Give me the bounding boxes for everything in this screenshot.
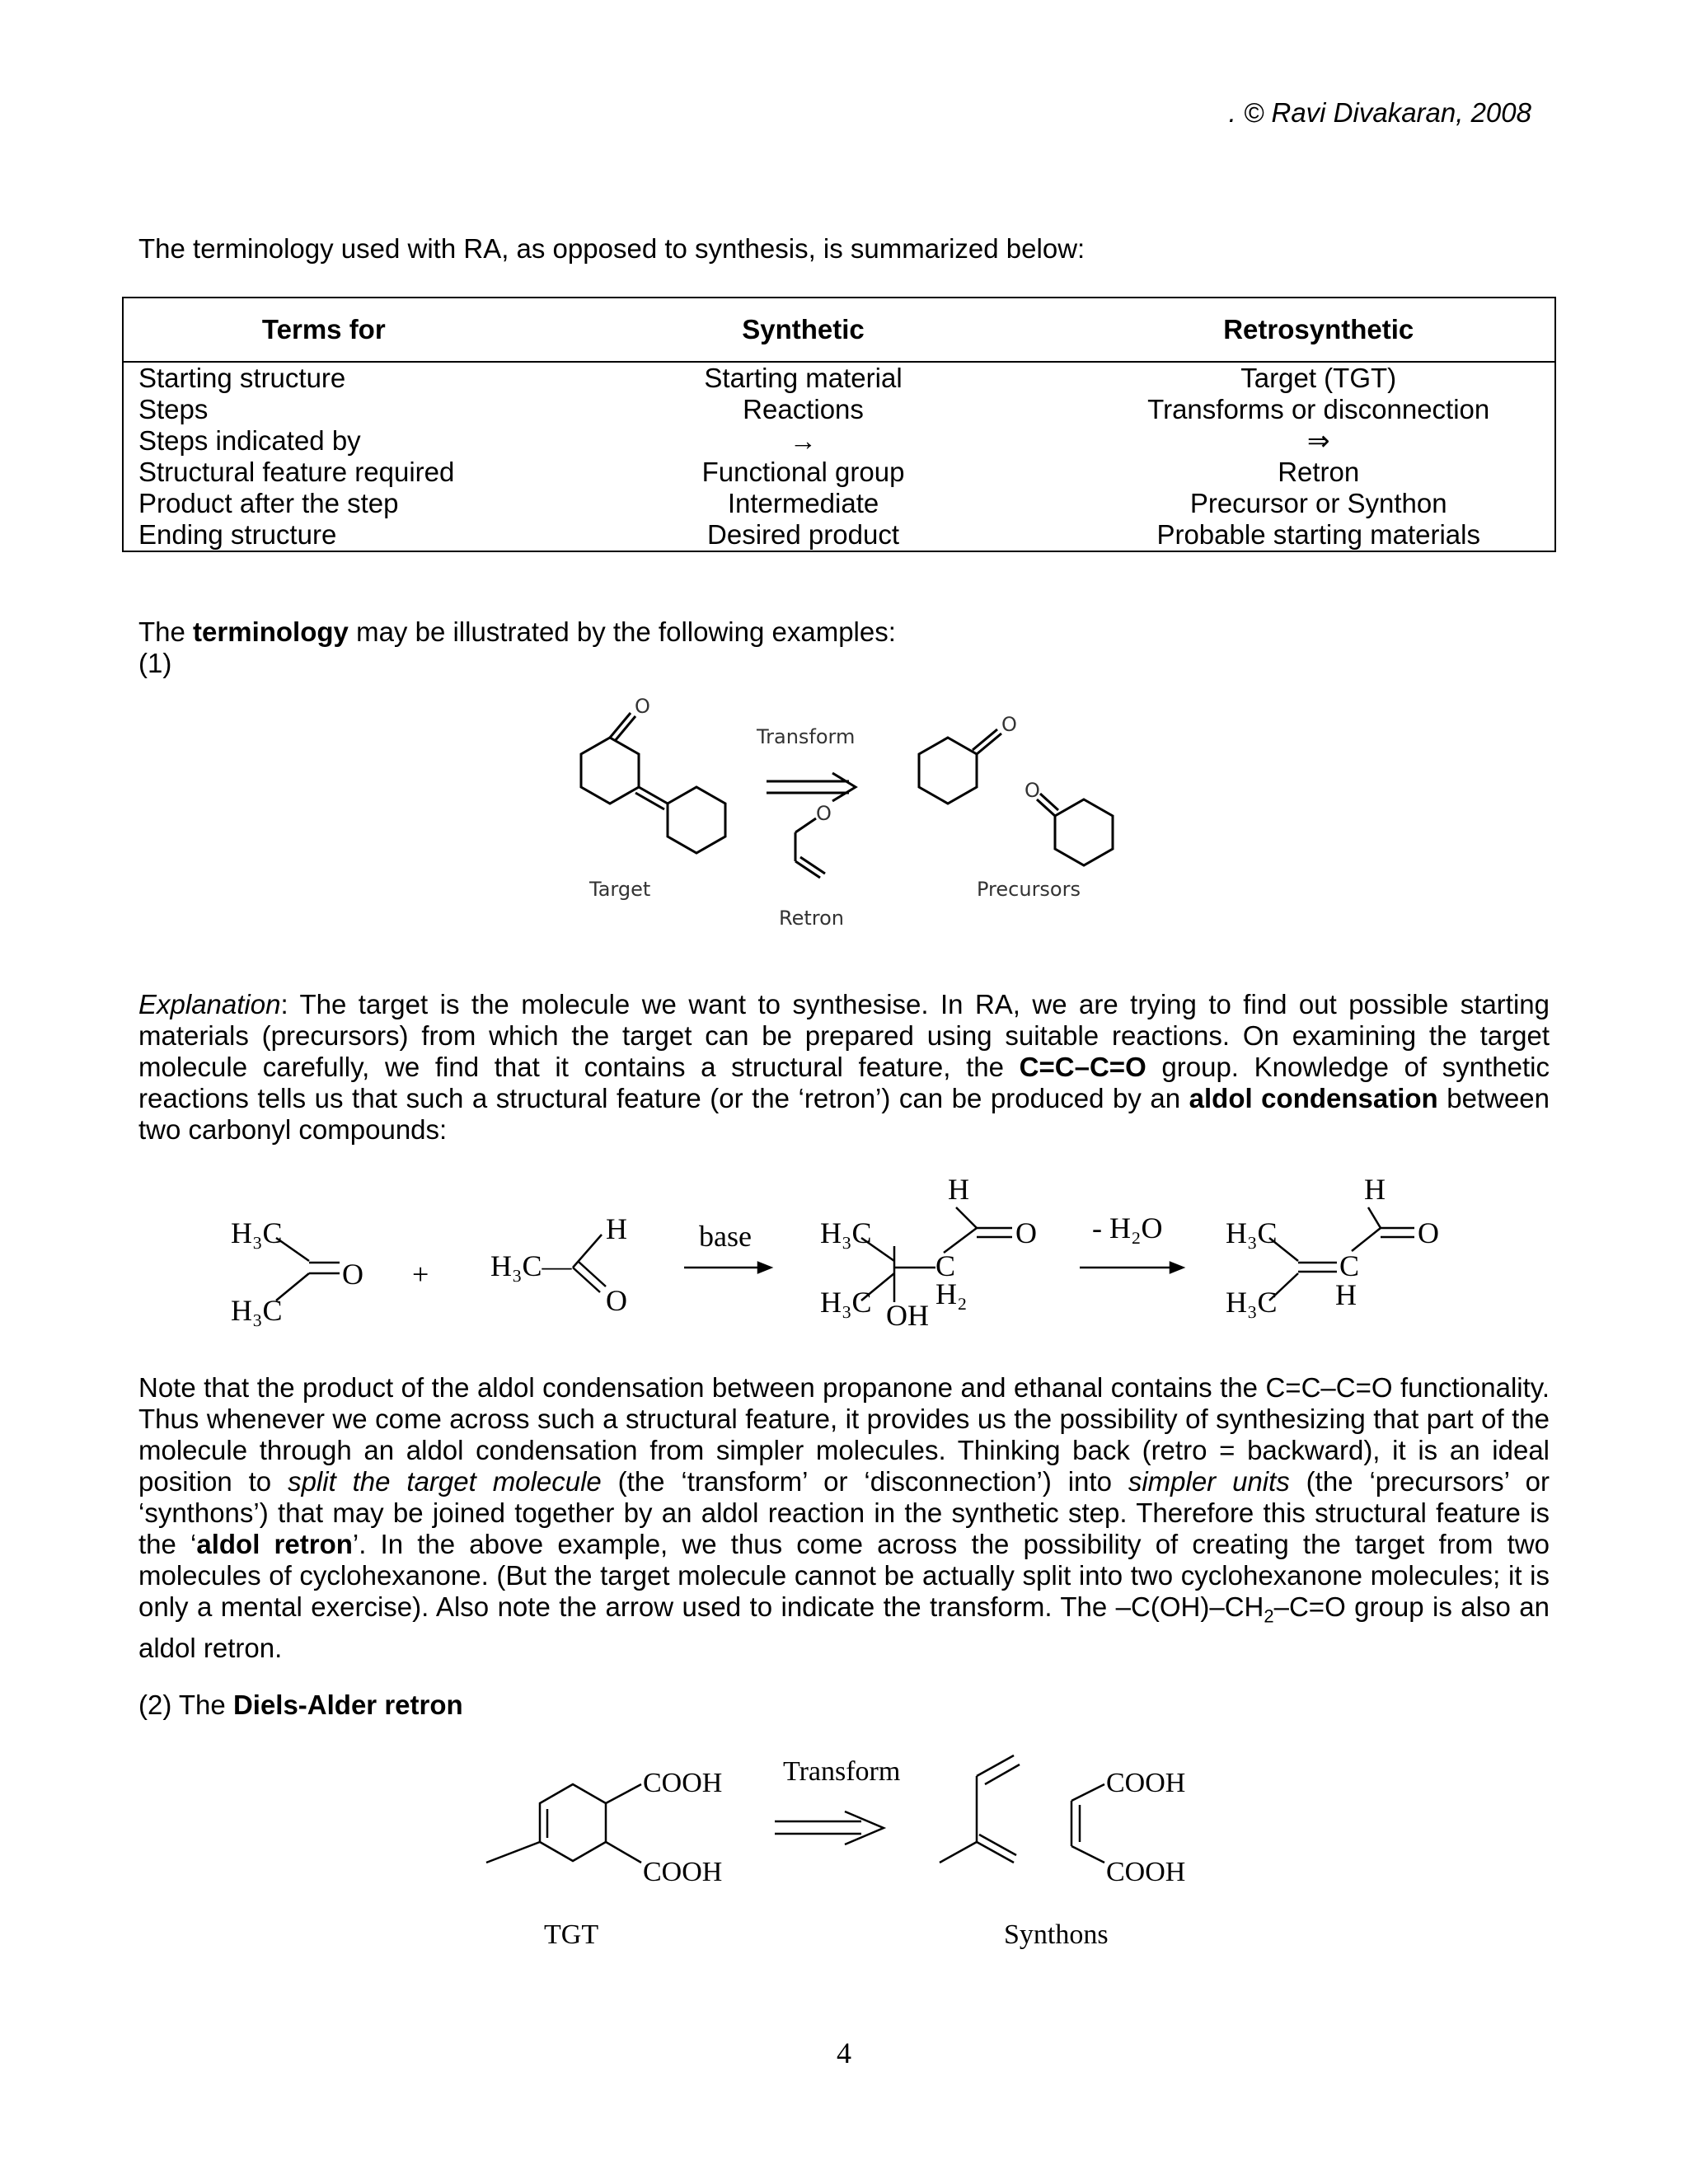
svg-text:H₂: H₂ xyxy=(935,1277,968,1310)
svg-text:H: H xyxy=(1364,1173,1386,1206)
example-2-heading: (2) The Diels-Alder retron xyxy=(138,1690,463,1720)
oxygen-label: O xyxy=(1001,713,1017,736)
svg-text:OH: OH xyxy=(886,1299,929,1332)
svg-text:COOH: COOH xyxy=(1106,1768,1186,1798)
svg-text:COOH: COOH xyxy=(643,1768,723,1798)
retron-label: Retron xyxy=(779,907,845,930)
table-row xyxy=(123,457,1555,488)
table-row xyxy=(123,362,1555,394)
target-ring-b xyxy=(668,787,725,853)
oxygen-label: O xyxy=(1025,779,1040,802)
figure-diels-alder xyxy=(0,1739,1688,1961)
table-header: Retrosynthetic xyxy=(1082,298,1555,362)
table-cell: Desired product xyxy=(707,519,899,550)
table-cell: Target (TGT) xyxy=(1240,363,1397,393)
precursor-2-ring xyxy=(1055,799,1113,865)
precursors-label: Precursors xyxy=(977,878,1081,901)
target-label: Target xyxy=(589,878,651,901)
dienophile-synthon xyxy=(1071,1784,1104,1801)
table-cell: Product after the step xyxy=(138,488,399,518)
transform-label-2: Transform xyxy=(783,1756,901,1787)
explanation-lead: Explanation xyxy=(138,989,281,1019)
table-cell: Retron xyxy=(1278,457,1360,487)
example-1-label: (1) xyxy=(138,648,172,678)
svg-text:H₃C—: H₃C— xyxy=(490,1249,572,1282)
table-header: Synthetic xyxy=(524,298,1083,362)
page-number: 4 xyxy=(837,2036,851,2069)
svg-text:H: H xyxy=(1335,1278,1357,1311)
base-label: base xyxy=(699,1220,752,1253)
transform-label: Transform xyxy=(757,725,856,748)
precursor-1-ring xyxy=(919,738,977,804)
tgt-ring xyxy=(540,1784,606,1861)
table-cell: Transforms or disconnection xyxy=(1147,394,1490,424)
table-cell: Steps xyxy=(138,394,209,424)
table-cell: Precursor or Synthon xyxy=(1189,488,1447,518)
table-row xyxy=(123,425,1555,457)
synthons-label: Synthons xyxy=(1004,1919,1109,1950)
intro-paragraph: The terminology used with RA, as opposed to synthesis, is summarized below: xyxy=(138,233,1085,264)
target-alkene-bond xyxy=(639,787,668,804)
table-cell: Intermediate xyxy=(727,488,879,518)
svg-text:C: C xyxy=(1339,1249,1360,1282)
svg-text:O: O xyxy=(606,1284,627,1317)
svg-text:O: O xyxy=(1418,1216,1439,1249)
table-cell: ⇒ xyxy=(1306,425,1330,456)
diene-synthon xyxy=(940,1842,977,1863)
table-row xyxy=(123,394,1555,425)
oxygen-label: O xyxy=(635,695,650,718)
svg-text:H: H xyxy=(606,1212,627,1245)
svg-text:H₃C: H₃C xyxy=(1226,1216,1278,1249)
table-cell: Functional group xyxy=(701,457,905,487)
svg-text:COOH: COOH xyxy=(1106,1857,1186,1887)
bold-term: terminology xyxy=(193,616,349,647)
svg-text:H: H xyxy=(948,1173,969,1206)
svg-text:H₃C: H₃C xyxy=(231,1294,283,1327)
table-cell: → xyxy=(790,425,818,456)
plus-sign: + xyxy=(412,1258,429,1291)
dehydration-label: - H₂O xyxy=(1092,1212,1163,1244)
examples-intro: The terminology may be illustrated by the following examples: xyxy=(138,616,896,647)
svg-text:O: O xyxy=(1015,1216,1037,1249)
table-row xyxy=(123,519,1555,551)
target-ring-a xyxy=(581,738,639,804)
svg-text:C: C xyxy=(935,1249,956,1282)
svg-text:H₃C: H₃C xyxy=(231,1216,283,1249)
terminology-table xyxy=(122,297,1556,552)
table-header: Terms for xyxy=(123,298,524,362)
oxygen-label: O xyxy=(816,802,832,825)
table-cell: Ending structure xyxy=(138,519,337,550)
table-cell: Probable starting materials xyxy=(1156,519,1480,550)
note-paragraph: Note that the product of the aldol condensation between propanone and ethanal contains the C=C–C=O functionality. Thus whenever we come across such a structural feature, it provides us the possibility of synthesizing that part of the molecule through an aldol condensation from simpler molecules. Thinking back (retro = backward), it is an ideal position to split the target molecule (the ‘transform’ or ‘disconnection’) into simpler units (the ‘precursors’ or ‘synthons’) that may be joined together by an aldol reaction in the synthetic step. Therefore this structural feature is the ‘aldol retron’. In the above example, we thus come across the possibility of creating the target from two molecules of cyclohexanone. (But the target molecule cannot be actually split into two cyclohexanone molecules; it is only a mental exercise). Also note the arrow used to indicate the transform. The $-C(OH)-CH_2-C=O$ group is also an aldol retron. xyxy=(138,1372,1550,1663)
copyright-header: . © Ravi Divakaran, 2008 xyxy=(1228,97,1531,128)
svg-text:H₃C: H₃C xyxy=(820,1216,872,1249)
svg-text:O: O xyxy=(342,1258,363,1291)
table-cell: Structural feature required xyxy=(138,457,455,487)
svg-text:H₃C: H₃C xyxy=(820,1286,872,1319)
table-cell: Starting material xyxy=(704,363,903,393)
table-row xyxy=(123,488,1555,519)
aldol-reaction-scheme xyxy=(0,1170,1688,1343)
explanation-paragraph: Explanation: The target is the molecule we want to synthesise. In RA, we are trying to find out possible starting materials (precursors) from which the target can be prepared using suitable reactions. On examining the target molecule carefully, we find that it contains a structural feature, the C=C–C=O group. Knowledge of synthetic reactions tells us that such a structural feature (or the ‘retron’) can be produced by an aldol condensation between two carbonyl compounds: xyxy=(138,989,1550,1145)
table-cell: Starting structure xyxy=(138,363,346,393)
svg-text:COOH: COOH xyxy=(643,1857,723,1887)
svg-text:H₃C: H₃C xyxy=(1226,1286,1278,1319)
table-cell: Steps indicated by xyxy=(138,425,361,456)
table-cell: Reactions xyxy=(743,394,864,424)
tgt-label: TGT xyxy=(544,1919,599,1950)
figure-aldol-retron xyxy=(0,684,1688,956)
